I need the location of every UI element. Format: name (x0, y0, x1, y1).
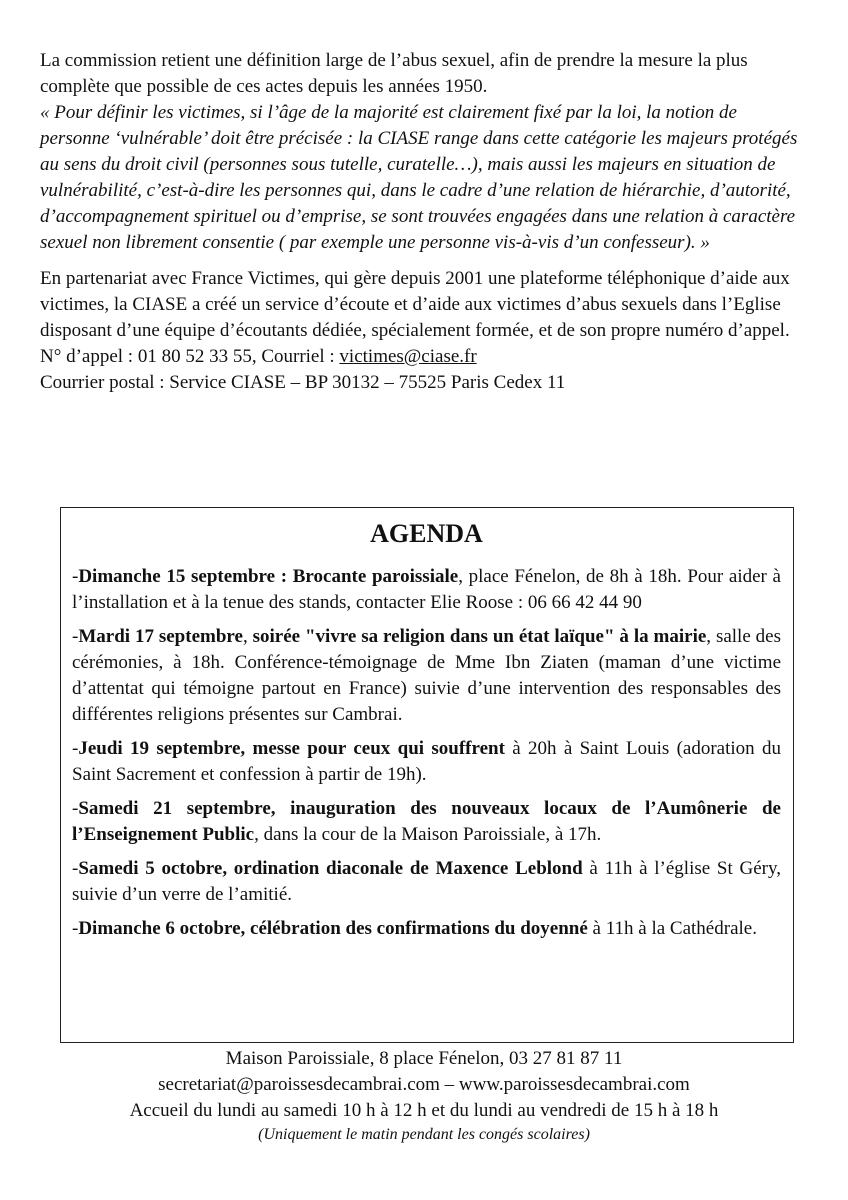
item-heading: Jeudi 19 septembre, messe pour ceux qui souffrent (78, 738, 505, 759)
parish-email-website: secretariat@paroissesdecambrai.com – www.paroissesdecambrai.com (158, 1074, 690, 1095)
agenda-item (72, 796, 781, 848)
agenda-item (72, 564, 781, 616)
item-heading: Dimanche 15 septembre : Brocante paroissiale (78, 566, 459, 587)
item-details: à 20h à Saint Louis (adoration du Saint Sacrement et confession à partir de 19h). (72, 738, 782, 785)
item-heading: Mardi 17 septembre (78, 626, 243, 647)
victims-email-link[interactable]: victimes@ciase.fr (339, 346, 477, 367)
item-dash: - (72, 798, 79, 819)
opening-hours: Accueil du lundi au samedi 10 h à 12 h et du lundi au vendredi de 15 h à 18 h (129, 1100, 719, 1121)
item-details: , salle des cérémonies, à 18h. Conférence-témoignage de Mme Ibn Ziaten (maman d’une victime d’attentat qui témoigne partout en France) suivie d’une intervention des responsables des différentes religions présentes sur Cambrai. (72, 626, 781, 725)
item-dash: - (72, 858, 79, 879)
item-dash: - (72, 918, 79, 939)
item-heading: Dimanche 6 octobre, célébration des confirmations du doyenné (78, 918, 588, 939)
partnership-paragraph: En partenariat avec France Victimes, qui gère depuis 2001 une plateforme téléphonique d’aide aux victimes, la CIASE a créé un service d’écoute et d’aide aux victimes d’abus sexuels dans l’Eglise disposant d’une équipe d’écoutants dédiée, spécialement formée, et de son propre numéro d’appel. (40, 268, 790, 341)
intro-section (40, 48, 810, 396)
item-details: , dans la cour de la Maison Paroissiale, à 17h. (254, 824, 602, 845)
contact-line (40, 344, 810, 370)
item-details: à 11h à l’église St Géry, suivie d’un verre de l’amitié. (72, 858, 782, 905)
item-separator: , (242, 626, 253, 647)
agenda-title: AGENDA (370, 519, 483, 548)
opening-hours-note: (Uniquement le matin pendant les congés scolaires) (258, 1126, 590, 1143)
parish-address: Maison Paroissiale, 8 place Fénelon, 03 27 81 87 11 (225, 1048, 623, 1069)
vulnerable-definition-quote: « Pour définir les victimes, si l’âge de la majorité est clairement fixé par la loi, la notion de personne ‘vulnérable’ doit être précisée : la CIASE range dans cette catégorie les majeurs protégés au sens du droit civil (personnes sous tutelle, curatelle…), mais aussi les majeurs en situation de vulnérabilité, c’est-à-dire les personnes qui, dans le cadre d’une relation de hiérarchie, d’autorité, d’accompagnement spirituel ou d’emprise, se sont trouvées engagées dans une relation à caractère sexuel non librement consentie ( par exemple une personne vis-à-vis d’un confesseur). » (40, 102, 798, 253)
agenda-item (72, 916, 781, 942)
item-heading-2: soirée "vivre sa religion dans un état laïque" à la mairie (252, 626, 707, 647)
item-heading: Samedi 21 septembre, inauguration des nouveaux locaux de l’Aumônerie de l’Enseignement Public (72, 798, 781, 845)
item-dash: - (72, 738, 79, 759)
item-details: à 11h à la Cathédrale. (587, 918, 757, 939)
agenda-box (60, 507, 794, 1043)
item-heading: Samedi 5 octobre, ordination diaconale de Maxence Leblond (78, 858, 583, 879)
definition-paragraph: La commission retient une définition large de l’abus sexuel, afin de prendre la mesure la plus complète que possible de ces actes depuis les années 1950. (40, 50, 748, 97)
item-dash: - (72, 626, 79, 647)
agenda-item (72, 856, 781, 908)
phone-text: N° d’appel : 01 80 52 33 55, Courriel : (40, 346, 340, 367)
postal-address: Courrier postal : Service CIASE – BP 30132 – 75525 Paris Cedex 11 (40, 372, 566, 393)
agenda-item (72, 624, 781, 728)
item-details: , place Fénelon, de 8h à 18h. Pour aider à l’installation et à la tenue des stands, contacter Elie Roose : 06 66 42 44 90 (72, 566, 781, 613)
item-dash: - (72, 566, 79, 587)
agenda-item (72, 736, 781, 788)
parish-footer (0, 1046, 848, 1146)
